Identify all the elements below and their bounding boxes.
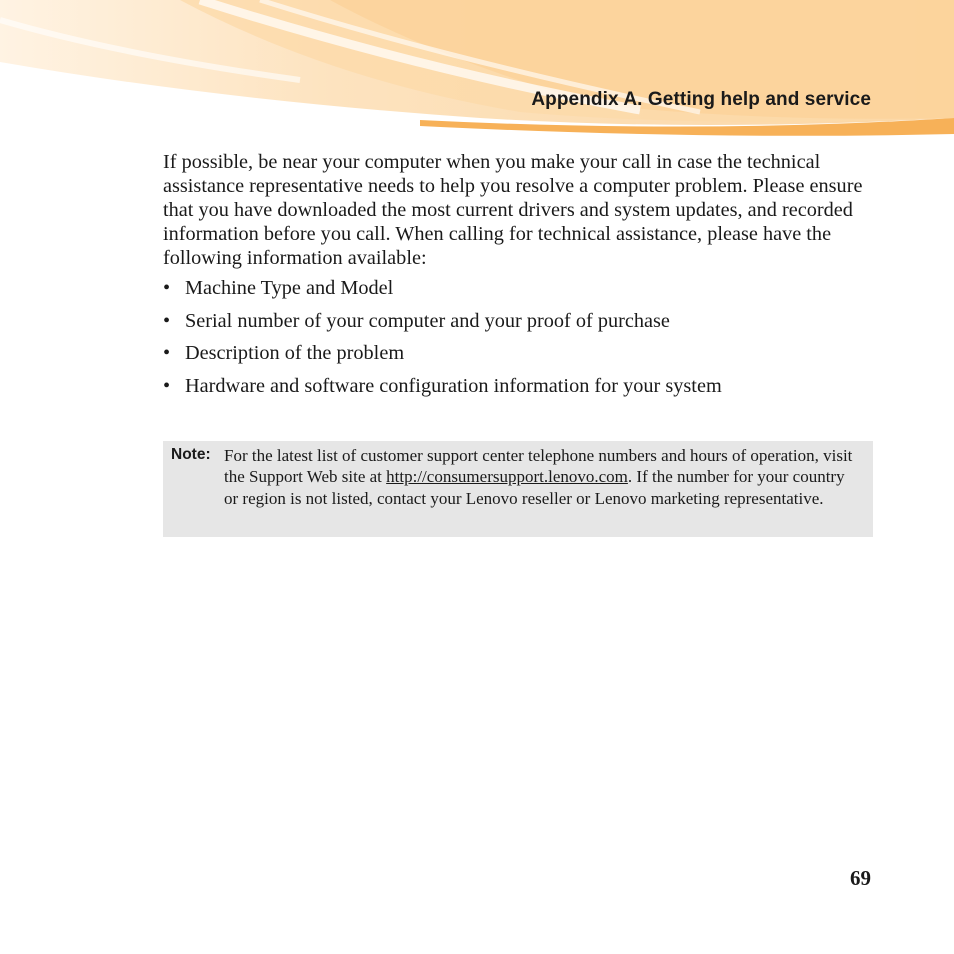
bullet-icon: • [163, 309, 171, 332]
note-box [163, 441, 873, 537]
note-label: Note: [171, 446, 211, 463]
list-item-text: Serial number of your computer and your proof of purchase [185, 309, 670, 332]
list-item-text: Hardware and software configuration information for your system [185, 374, 722, 397]
chapter-title: Appendix A. Getting help and service [531, 89, 871, 110]
intro-paragraph: If possible, be near your computer when you make your call in case the technical assistance representative needs to help you resolve a computer problem. Please ensure that you have downloaded the most current drivers and system updates, and recorded information before you call. When calling for technical assistance, please have the following information available: [163, 151, 863, 269]
list-item [163, 276, 873, 309]
note-text-start: For the latest list of customer support center telephone numbers and hours of operation, visit the Support Web site at [224, 446, 853, 487]
list-item [163, 341, 873, 374]
main-content [163, 150, 873, 406]
header-decoration [0, 0, 954, 140]
page-number: 69 [850, 866, 871, 890]
support-site-link[interactable]: http://consumersupport.lenovo.com [386, 467, 628, 487]
list-item [163, 309, 873, 342]
list-item-text: Machine Type and Model [185, 277, 394, 299]
note-text-end: . If the number for your country or region is not listed, contact your Lenovo reseller or Lenovo marketing representative. [224, 467, 845, 508]
info-list [163, 276, 873, 406]
list-item [163, 374, 873, 407]
bullet-icon: • [163, 342, 171, 364]
bullet-icon: • [163, 277, 171, 299]
note-text [224, 445, 861, 509]
list-item-text: Description of the problem [185, 342, 405, 364]
bullet-icon: • [163, 374, 171, 397]
